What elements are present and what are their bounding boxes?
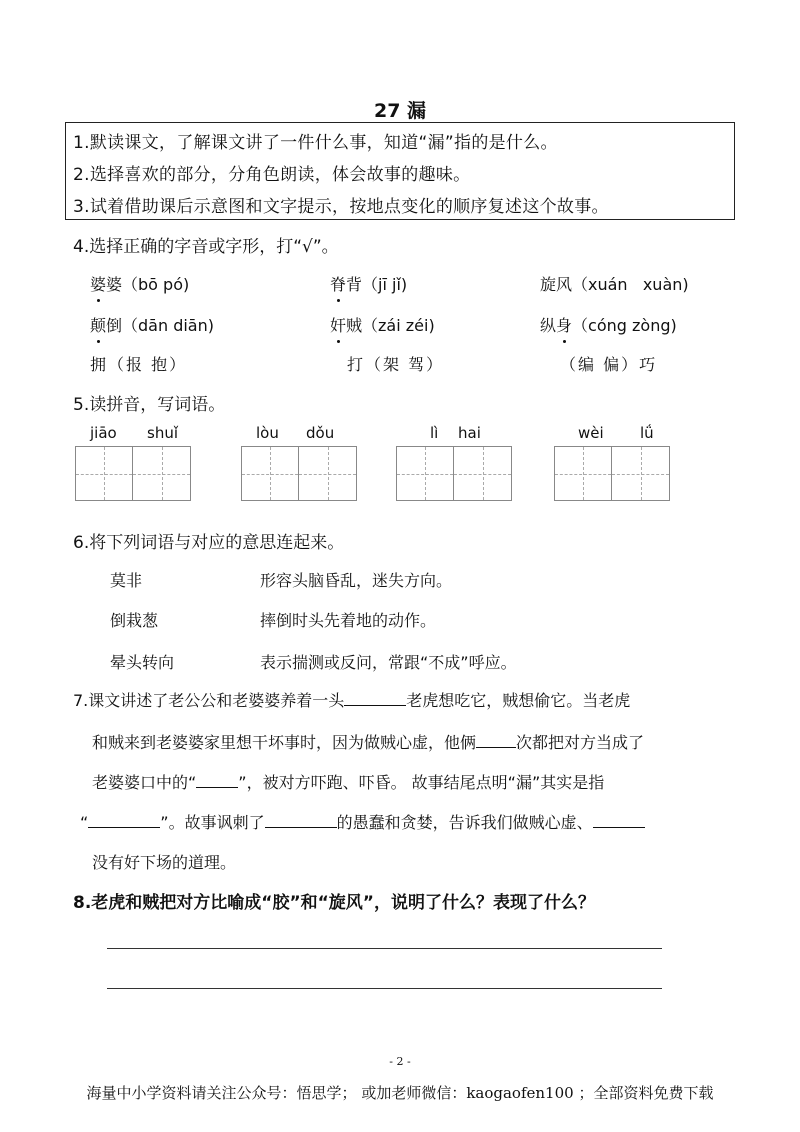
goal-2: 2.选择喜欢的部分，分角色朗读，体会故事的趣味。 (73, 165, 471, 185)
page-title: 27 漏 (373, 100, 427, 122)
pinyin-1a: jiāo (90, 424, 117, 442)
q4-item-jibei[interactable]: 脊背（jī jǐ) (330, 272, 407, 295)
q7-blank-6[interactable] (593, 811, 645, 828)
q6-meaning-2[interactable]: 摔倒时头先着地的动作。 (260, 611, 437, 630)
q7-line-5: 没有好下场的道理。 (92, 853, 237, 872)
dotted-char: 奸 (330, 313, 346, 336)
pinyin-2a: lòu (256, 424, 279, 442)
q8-title: 8.老虎和贼把对方比喻成“胶”和“旋风”，说明了什么？表现了什么？ (73, 893, 595, 913)
q7-line-4: “ ”。故事讽刺了 的愚蠢和贪婪，告诉我们做贼心虚、 (80, 810, 645, 833)
q6-word-1[interactable]: 莫非 (110, 571, 143, 590)
q7-blank-3[interactable] (196, 771, 238, 788)
q7-line-3: 老婆婆口中的“ ”，被对方吓跑、吓昏。 故事结尾点明“漏”其实是指 (92, 773, 605, 792)
q4-title: 4.选择正确的字音或字形，打“√”。 (73, 237, 339, 257)
page-number: - 2 - (389, 1055, 411, 1068)
q6-word-2[interactable]: 倒栽葱 (110, 611, 159, 630)
dotted-char: 婆 (90, 272, 106, 295)
goal-1: 1.默读课文，了解课文讲了一件什么事，知道“漏”指的是什么。 (73, 133, 558, 153)
pinyin-3a: lì (430, 424, 439, 442)
q7-blank-4[interactable] (88, 811, 160, 828)
q4-item-zongshen[interactable]: 纵身（cóng zòng) (540, 313, 677, 336)
pinyin-2b: dǒu (306, 424, 335, 442)
q6-meaning-1[interactable]: 形容头脑昏乱，迷失方向。 (260, 571, 453, 590)
footer-notice: 海量中小学资料请关注公众号：悟思学； 或加老师微信：kaogaofen100 ；全部资料免费下载 (86, 1084, 714, 1102)
q4-item-popo[interactable]: 婆婆（bō pó) (90, 272, 189, 295)
q6-word-3[interactable]: 晕头转向 (110, 653, 175, 672)
q6-meaning-3[interactable]: 表示揣测或反问，常跟“不成”呼应。 (260, 653, 517, 672)
writing-grid-2[interactable] (241, 446, 357, 501)
q4-item-diandao[interactable]: 颠倒（dān diān) (90, 313, 214, 336)
q7-line-2: 和贼来到老婆婆家里想干坏事时，因为做贼心虚，他俩 次都把对方当成了 (92, 733, 645, 752)
dotted-char: 身 (556, 313, 572, 336)
dotted-char: 脊 (330, 272, 346, 295)
writing-grid-1[interactable] (75, 446, 191, 501)
q5-title: 5.读拼音，写词语。 (73, 395, 226, 415)
writing-grid-4[interactable] (554, 446, 670, 501)
pinyin-4b: lǘ (640, 424, 654, 442)
q7-blank-1[interactable] (344, 689, 406, 706)
q7-blank-2[interactable] (476, 731, 516, 748)
dotted-char: 颠 (90, 313, 106, 336)
q4-item-xuanfeng[interactable]: 旋风（xuán xuàn) (540, 275, 689, 294)
pinyin-4a: wèi (578, 424, 604, 442)
q4-item-jianzei[interactable]: 奸贼（zái zéi) (330, 313, 435, 336)
pinyin-3b: hai (458, 424, 481, 442)
q4-item-pianqiao[interactable]: （编 偏）巧 (560, 355, 658, 374)
answer-line-2[interactable] (107, 988, 662, 989)
q7-blank-5[interactable] (265, 811, 337, 828)
goal-3: 3.试着借助课后示意图和文字提示，按地点变化的顺序复述这个故事。 (73, 197, 609, 217)
q7-line-1: 7.课文讲述了老公公和老婆婆养着一头 老虎想吃它，贼想偷它。当老虎 (73, 691, 631, 710)
writing-grid-3[interactable] (396, 446, 512, 501)
q4-item-dajia[interactable]: 打（架 驾） (347, 355, 445, 374)
pinyin-1b: shuǐ (147, 424, 178, 442)
answer-line-1[interactable] (107, 948, 662, 949)
q6-title: 6.将下列词语与对应的意思连起来。 (73, 533, 345, 553)
q4-item-yongbao[interactable]: 拥（报 抱） (90, 355, 188, 374)
